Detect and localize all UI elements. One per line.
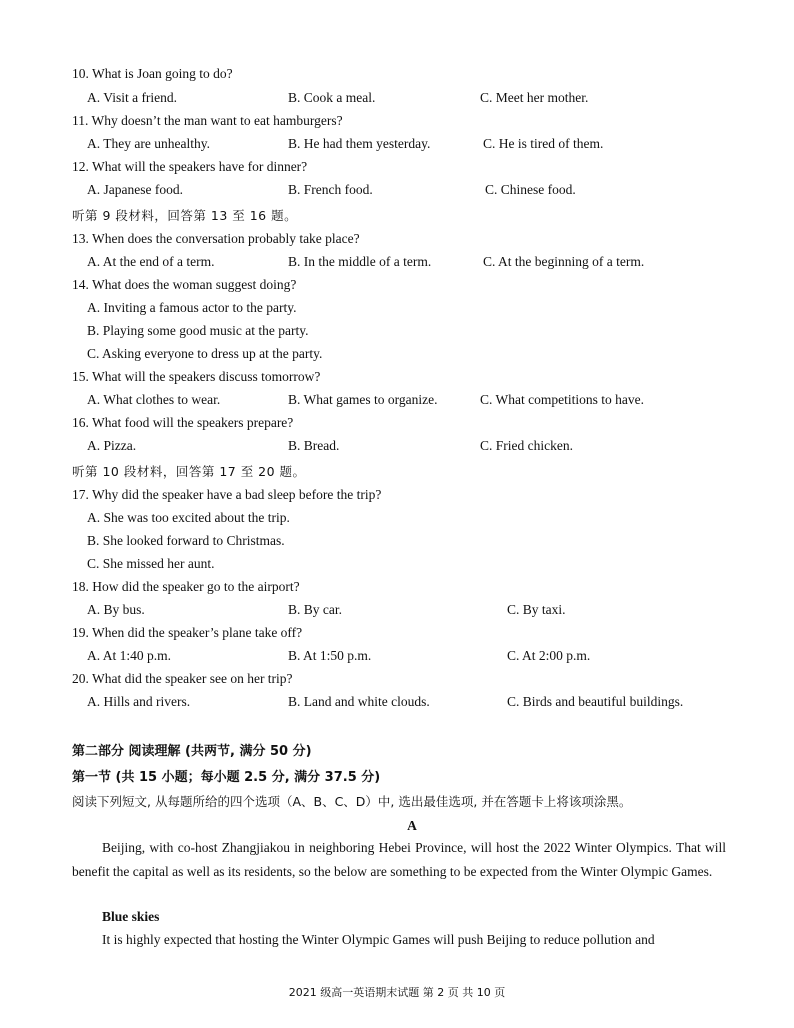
passage-subheading: Blue skies [102,909,160,924]
option-a: A. Hills and rivers. [87,694,191,709]
option-c: C. Chinese food. [485,182,576,197]
option-b: B. In the middle of a term. [288,254,432,269]
option-b: B. French food. [288,182,373,197]
option-a: A. Inviting a famous actor to the party. [87,300,297,315]
options-12 [0,182,794,202]
option-a: A. By bus. [87,602,145,617]
option-b: B. Playing some good music at the party. [87,323,309,338]
options-18 [0,602,794,622]
option-b: B. He had them yesterday. [288,136,431,151]
question-14: 14. What does the woman suggest doing? [72,277,297,292]
option-a: A. Visit a friend. [87,90,178,105]
passage-paragraph-1: Beijing, with co-host Zhangjiakou in neighboring Hebei Province, will host the 2022 Winter Olympics. That will benefit the capital as well as its residents, so the below are something to be expected from the Winter Olympic Games. [72,840,726,879]
passage-label: A [407,818,417,833]
options-20 [0,694,794,714]
options-13 [0,254,794,274]
page-footer: 2021 级高一英语期末试题 第 2 页 共 10 页 [288,986,506,999]
options-16 [0,438,794,458]
options-10 [0,90,794,110]
option-c: C. Fried chicken. [480,438,573,453]
option-c: C. He is tired of them. [483,136,604,151]
instruction: 阅读下列短文, 从每题所给的四个选项（A、B、C、D）中, 选出最佳选项, 并在答题卡上将该项涂黑。 [72,794,632,809]
option-c: C. What competitions to have. [480,392,644,407]
question-18: 18. How did the speaker go to the airport? [72,579,300,594]
option-c: C. At 2:00 p.m. [507,648,591,663]
option-c: C. Asking everyone to dress up at the party. [87,346,323,361]
section-note-10: 听第 10 段材料，回答第 17 至 20 题。 [72,464,306,479]
question-13: 13. When does the conversation probably take place? [72,231,360,246]
question-10: 10. What is Joan going to do? [72,66,233,81]
options-15 [0,392,794,412]
option-c: C. By taxi. [507,602,566,617]
option-a: A. She was too excited about the trip. [87,510,290,525]
option-a: A. At the end of a term. [87,254,215,269]
question-16: 16. What food will the speakers prepare? [72,415,294,430]
option-c: C. Birds and beautiful buildings. [507,694,684,709]
question-15: 15. What will the speakers discuss tomorrow? [72,369,321,384]
question-12: 12. What will the speakers have for dinner? [72,159,308,174]
option-b: B. At 1:50 p.m. [288,648,372,663]
option-a: A. Pizza. [87,438,137,453]
option-b: B. By car. [288,602,342,617]
question-17: 17. Why did the speaker have a bad sleep before the trip? [72,487,382,502]
question-20: 20. What did the speaker see on her trip? [72,671,293,686]
option-a: A. What clothes to wear. [87,392,221,407]
option-a: A. They are unhealthy. [87,136,210,151]
option-c: C. She missed her aunt. [87,556,215,571]
option-b: B. Cook a meal. [288,90,376,105]
option-c: C. At the beginning of a term. [483,254,645,269]
option-b: B. Land and white clouds. [288,694,430,709]
option-b: B. What games to organize. [288,392,438,407]
section-note-9: 听第 9 段材料，回答第 13 至 16 题。 [72,208,298,223]
question-19: 19. When did the speaker’s plane take off? [72,625,303,640]
part-title: 第二部分 阅读理解 (共两节, 满分 50 分) [72,744,312,759]
question-11: 11. Why doesn’t the man want to eat hamburgers? [72,113,343,128]
options-11 [0,136,794,156]
option-a: A. At 1:40 p.m. [87,648,172,663]
options-19 [0,648,794,668]
option-a: A. Japanese food. [87,182,183,197]
option-c: C. Meet her mother. [480,90,589,105]
passage-paragraph-2: It is highly expected that hosting the Winter Olympic Games will push Beijing to reduce pollution and [102,932,655,947]
section-title: 第一节 (共 15 小题；每小题 2.5 分, 满分 37.5 分) [72,770,381,785]
option-b: B. Bread. [288,438,340,453]
option-b: B. She looked forward to Christmas. [87,533,285,548]
